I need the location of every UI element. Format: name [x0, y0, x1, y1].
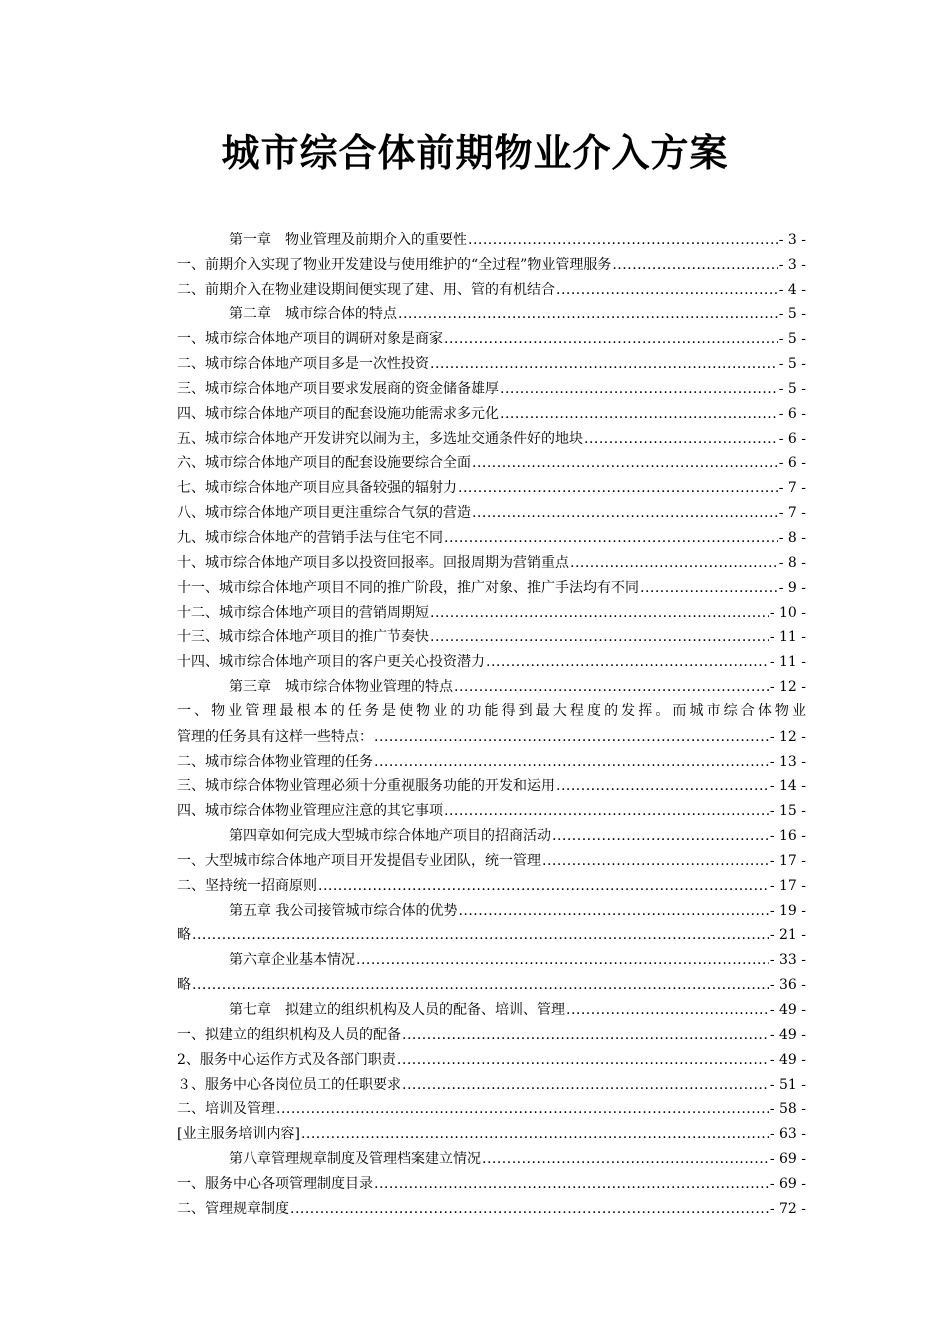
toc-chapter-entry[interactable]: [177, 672, 806, 697]
toc-entry[interactable]: [177, 250, 806, 275]
toc-page-number: - 7 -: [778, 505, 806, 522]
toc-entry[interactable]: [177, 449, 806, 474]
toc-entry[interactable]: [177, 523, 806, 548]
toc-page-number: - 11 -: [769, 654, 806, 671]
toc-page-number: - 3 -: [778, 231, 806, 248]
toc-page-number: - 6 -: [778, 405, 806, 422]
toc-page-number: - 3 -: [778, 256, 806, 273]
toc-entry-text: 三、城市综合体物业管理必须十分重视服务功能的开发和运用: [177, 778, 555, 795]
toc-entry-text: 一、城市综合体地产项目的调研对象是商家: [177, 331, 443, 348]
toc-dot-leader: [444, 329, 778, 349]
toc-dot-leader: [458, 478, 778, 498]
toc-page-number: - 13 -: [769, 753, 806, 770]
toc-page-number: - 6 -: [778, 455, 806, 472]
toc-page-number: - 63 -: [769, 1126, 806, 1143]
toc-page-number: - 51 -: [769, 1076, 806, 1093]
toc-chapter-title: 第六章企业基本情况: [229, 952, 355, 969]
toc-page-number: - 49 -: [769, 1026, 806, 1043]
toc-entry-text: 三、城市综合体地产项目要求发展商的资金储备雄厚: [177, 380, 499, 397]
toc-entry[interactable]: [177, 697, 806, 747]
toc-dot-leader: [472, 453, 778, 473]
toc-dot-leader: [570, 553, 778, 573]
toc-dot-leader: [640, 578, 778, 598]
toc-page-number: - 49 -: [769, 1002, 806, 1018]
toc-entry-text: 八、城市综合体地产项目更注重综合气氛的营造: [177, 505, 471, 522]
toc-entry[interactable]: [177, 424, 806, 449]
toc-dot-leader: [486, 652, 769, 672]
toc-entry[interactable]: [177, 598, 806, 623]
toc-dot-leader: [356, 950, 769, 970]
toc-dot-leader: [397, 1050, 769, 1070]
toc-entry-text: 十二、城市综合体地产项目的营销周期短: [177, 604, 429, 621]
toc-entry-text: 十四、城市综合体地产项目的客户更关心投资潜力: [177, 654, 485, 671]
toc-dot-leader: [552, 826, 769, 846]
toc-dot-leader: [542, 851, 769, 871]
toc-entry[interactable]: [177, 647, 806, 672]
toc-page-number: - 72 -: [769, 1200, 806, 1217]
toc-page-number: - 11 -: [769, 629, 806, 646]
toc-dot-leader: [192, 975, 769, 995]
toc-dot-leader: [612, 255, 777, 275]
toc-entry-text: ３、服务中心各岗位员工的任职要求: [177, 1076, 401, 1093]
toc-entry-text: 2、服务中心运作方式及各部门职责: [177, 1051, 396, 1068]
toc-entry[interactable]: [177, 623, 806, 648]
toc-dot-leader: [468, 230, 778, 250]
toc-dot-leader: [458, 901, 768, 921]
toc-entry[interactable]: [177, 498, 806, 523]
toc-page-number: - 4 -: [778, 281, 806, 298]
toc-entry[interactable]: [177, 349, 806, 374]
toc-entry[interactable]: [177, 1119, 806, 1144]
toc-page-number: - 17 -: [769, 852, 806, 869]
toc-dot-leader: [301, 1124, 769, 1144]
toc-dot-leader: [584, 429, 778, 449]
toc-entry[interactable]: [177, 747, 806, 772]
toc-entry[interactable]: [177, 1045, 806, 1070]
toc-entry-text: 十一、城市综合体地产项目不同的推广阶段，推广对象、推广手法均有不同: [177, 579, 639, 596]
toc-entry-text: 一、前期介入实现了物业开发建设与使用维护的“全过程”物业管理服务: [177, 256, 612, 273]
toc-entry[interactable]: [177, 796, 806, 821]
toc-page-number: - 69 -: [769, 1151, 806, 1168]
toc-page-number: - 69 -: [769, 1175, 806, 1192]
toc-page-number: - 10 -: [769, 604, 806, 621]
toc-dot-leader: [276, 1099, 769, 1119]
toc-page-number: - 9 -: [778, 579, 806, 596]
toc-dot-leader: [402, 1025, 769, 1045]
toc-dot-leader: [556, 280, 778, 300]
toc-entry-text: 一、大型城市综合体地产项目开发提倡专业团队，统一管理: [177, 852, 541, 869]
toc-entry-text: 二、管理规章制度: [177, 1200, 289, 1217]
toc-entry-text: 一、服务中心各项管理制度目录: [177, 1175, 373, 1192]
toc-entry[interactable]: [177, 1169, 806, 1194]
toc-entry[interactable]: [177, 1095, 806, 1120]
toc-entry[interactable]: [177, 772, 806, 797]
toc-page-number: - 12 -: [769, 728, 806, 745]
toc-entry-text: 十、城市综合体地产项目多以投资回报率。回报周期为营销重点: [177, 554, 569, 571]
toc-entry-text-continued: 管理的任务具有这样一些特点：: [177, 728, 373, 745]
toc-entry-text: 略: [177, 927, 191, 944]
toc-dot-leader: [566, 1000, 769, 1020]
toc-chapter-entry[interactable]: [177, 225, 806, 250]
toc-entry-text: 七、城市综合体地产项目应具备较强的辐射力: [177, 480, 457, 497]
toc-dot-leader: [444, 801, 769, 821]
table-of-contents: [177, 225, 806, 1219]
toc-page-number: - 36 -: [769, 977, 806, 994]
toc-page-number: - 33 -: [769, 952, 806, 969]
toc-entry-text: 六、城市综合体地产项目的配套设施要综合全面: [177, 455, 471, 472]
toc-dot-leader: [430, 627, 769, 647]
toc-entry[interactable]: [177, 871, 806, 896]
toc-chapter-title: 第八章管理规章制度及管理档案建立情况: [229, 1151, 481, 1168]
toc-page-number: - 12 -: [769, 679, 806, 696]
toc-dot-leader: [374, 752, 769, 772]
toc-entry-text: 四、城市综合体物业管理应注意的其它事项: [177, 803, 443, 820]
toc-chapter-title: 第一章 物业管理及前期介入的重要性: [229, 231, 467, 248]
toc-dot-leader: [556, 776, 769, 796]
toc-entry-text: [业主服务培训内容]: [177, 1126, 300, 1143]
toc-dot-leader: [402, 1075, 769, 1095]
toc-entry[interactable]: [177, 324, 806, 349]
toc-entry[interactable]: [177, 846, 806, 871]
toc-dot-leader: [444, 528, 778, 548]
toc-chapter-entry[interactable]: [177, 995, 806, 1020]
toc-dot-leader: [290, 1199, 769, 1219]
toc-entry-text: 一、拟建立的组织机构及人员的配备: [177, 1026, 401, 1043]
toc-page-number: - 7 -: [778, 480, 806, 497]
toc-entry[interactable]: [177, 1070, 806, 1095]
toc-page-number: - 49 -: [769, 1051, 806, 1068]
toc-entry[interactable]: [177, 275, 806, 300]
toc-entry-text: 九、城市综合体地产的营销手法与住宅不同: [177, 529, 443, 546]
toc-dot-leader: [500, 379, 778, 399]
toc-chapter-title: 第五章 我公司接管城市综合体的优势: [229, 902, 458, 919]
toc-page-number: - 19 -: [769, 902, 806, 919]
toc-chapter-title: 第七章 拟建立的组织机构及人员的配备、培训、管理: [229, 1002, 565, 1018]
toc-dot-leader: [374, 1174, 769, 1194]
toc-dot-leader: [318, 876, 769, 896]
toc-chapter-entry[interactable]: [177, 300, 806, 325]
toc-entry-text: 二、坚持统一招商原则: [177, 877, 317, 894]
toc-chapter-title: 第四章如何完成大型城市综合体地产项目的招商活动: [229, 828, 551, 845]
toc-page-number: - 6 -: [778, 430, 806, 447]
toc-page-number: - 5 -: [778, 356, 806, 373]
toc-chapter-title: 第二章 城市综合体的特点: [229, 306, 397, 323]
document-title: 城市综合体前期物业介入方案: [221, 131, 729, 175]
toc-dot-leader: [472, 503, 778, 523]
toc-page-number: - 8 -: [778, 529, 806, 546]
toc-entry[interactable]: [177, 970, 806, 995]
toc-chapter-entry[interactable]: [177, 945, 806, 970]
toc-entry-text: 略: [177, 977, 191, 994]
toc-page-number: - 21 -: [769, 927, 806, 944]
toc-page-number: - 58 -: [769, 1101, 806, 1118]
toc-entry-text: 五、城市综合体地产开发讲究以闹为主，多选址交通条件好的地块: [177, 430, 583, 447]
toc-dot-leader: [482, 1149, 769, 1169]
toc-entry[interactable]: [177, 573, 806, 598]
toc-entry-text: 二、城市综合体物业管理的任务: [177, 753, 373, 770]
toc-page-number: - 5 -: [778, 306, 806, 323]
toc-chapter-entry[interactable]: [177, 821, 806, 846]
toc-dot-leader: [398, 304, 778, 324]
toc-chapter-title: 第三章 城市综合体物业管理的特点: [229, 679, 453, 696]
toc-entry[interactable]: [177, 1020, 806, 1045]
toc-dot-leader: [500, 404, 778, 424]
toc-entry-text: 二、城市综合体地产项目多是一次性投资: [177, 356, 429, 373]
toc-dot-leader: [430, 603, 769, 623]
toc-chapter-entry[interactable]: [177, 1144, 806, 1169]
toc-page-number: - 8 -: [778, 554, 806, 571]
toc-entry[interactable]: [177, 1194, 806, 1219]
toc-entry-text: 二、培训及管理: [177, 1101, 275, 1118]
toc-page-number: - 15 -: [769, 803, 806, 820]
toc-page-number: - 16 -: [769, 828, 806, 845]
toc-entry-text: 四、城市综合体地产项目的配套设施功能需求多元化: [177, 405, 499, 422]
toc-entry[interactable]: [177, 374, 806, 399]
toc-entry-text: 二、前期介入在物业建设期间便实现了建、用、管的有机结合: [177, 281, 555, 298]
toc-dot-leader: [454, 677, 769, 697]
toc-chapter-entry[interactable]: [177, 896, 806, 921]
toc-page-number: - 17 -: [769, 877, 806, 894]
toc-entry[interactable]: [177, 399, 806, 424]
toc-page-number: - 5 -: [778, 380, 806, 397]
toc-page-number: - 5 -: [778, 331, 806, 348]
toc-entry[interactable]: [177, 921, 806, 946]
toc-entry[interactable]: [177, 473, 806, 498]
toc-page-number: - 14 -: [769, 778, 806, 795]
toc-entry-text: 一、物业管理最根本的任务是使物业的功能得到最大程度的发挥。而城市综合体物业: [177, 703, 806, 720]
toc-entry-text: 十三、城市综合体地产项目的推广节奏快: [177, 629, 429, 646]
toc-dot-leader: [374, 727, 769, 747]
toc-dot-leader: [430, 354, 778, 374]
toc-dot-leader: [192, 925, 769, 945]
toc-entry[interactable]: [177, 548, 806, 573]
